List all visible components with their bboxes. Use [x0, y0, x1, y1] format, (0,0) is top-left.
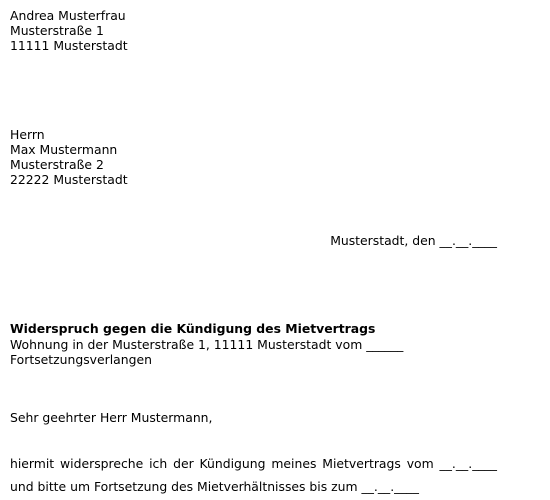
recipient-city: 22222 Musterstadt: [10, 172, 128, 187]
sender-street: Musterstraße 1: [10, 23, 104, 38]
body-word: der: [173, 456, 194, 471]
sender-name: Andrea Musterfrau: [10, 8, 126, 23]
body-word: ich: [149, 456, 168, 471]
place-date: Musterstadt, den __.__.____: [330, 233, 497, 248]
body-word: meines: [271, 456, 317, 471]
recipient-salutation: Herrn: [10, 127, 45, 142]
body-line-2: und bitte um Fortsetzung des Mietverhältnisses bis zum __.__.____: [10, 479, 419, 494]
recipient-name: Max Mustermann: [10, 142, 118, 157]
sender-city: 11111 Musterstadt: [10, 38, 128, 53]
subject-line-3: Fortsetzungsverlangen: [10, 352, 152, 367]
body-line-1: [10, 456, 497, 471]
body-word: hiermit: [10, 456, 55, 471]
subject-line-2: Wohnung in der Musterstraße 1, 11111 Musterstadt vom ______: [10, 337, 404, 352]
recipient-street: Musterstraße 2: [10, 157, 104, 172]
greeting: Sehr geehrter Herr Mustermann,: [10, 410, 213, 425]
body-word: Mietvertrags: [322, 456, 401, 471]
body-word: widerspreche: [60, 456, 144, 471]
body-word: __.__.____: [439, 456, 497, 471]
subject-title: Widerspruch gegen die Kündigung des Mietvertrags: [10, 321, 376, 336]
body-word: Kündigung: [199, 456, 266, 471]
body-word: vom: [406, 456, 434, 471]
